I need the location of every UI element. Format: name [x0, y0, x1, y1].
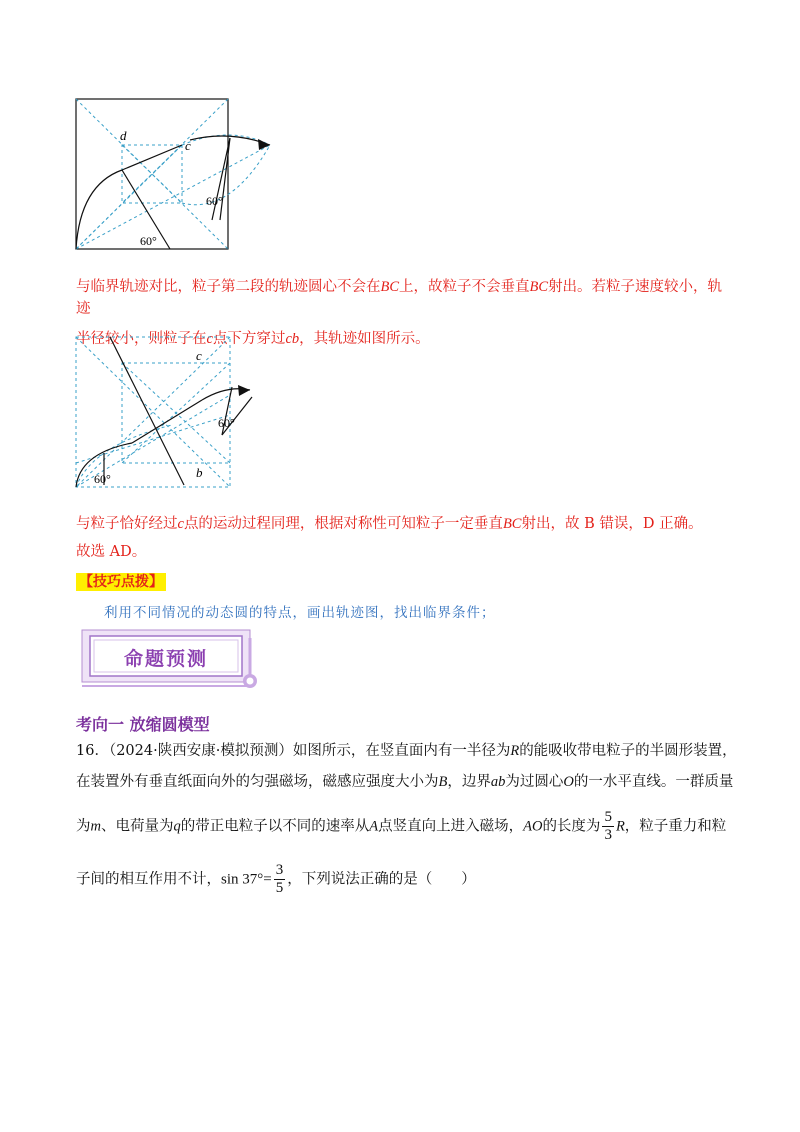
explanation-paragraph-1: 与临界轨迹对比，粒子第二段的轨迹圆心不会在BC上，故粒子不会垂直BC射出。若粒子速度较小，轨迹 半径较小，则粒子在c点下方穿过cb，其轨迹如图所示。 [76, 279, 723, 347]
angle-label-bottom: 60° [94, 472, 111, 486]
angle-label-right: 60° [218, 416, 235, 430]
explanation-paragraph-2: 与粒子恰好经过c点的运动过程同理，根据对称性可知粒子一定垂直BC射出，故 B 错误，D 正确。 故选 AD。 [76, 516, 703, 560]
tip-block [76, 571, 166, 591]
problem-line-4: 子间的相互作用不计，sin 37°= $\frac{3}{5}$ ，下列说法正确的是（ ） [76, 862, 476, 896]
section-heading: 考向一 放缩圆模型 [76, 715, 210, 734]
banner-title: 命题预测 [123, 648, 208, 670]
angle-label-bottom: 60° [140, 234, 157, 248]
label-b: b [196, 465, 203, 480]
angle-label-top: 60° [206, 194, 223, 208]
problem-line-3: 为m、电荷量为q的带正电粒子以不同的速率从A点竖直向上进入磁场，AO的长度为 $\frac{5}{3}$ R，粒子重力和粒 [76, 809, 727, 843]
label-c: c [185, 138, 191, 153]
fraction-5-3: $\frac{5}{3}$ [604, 809, 612, 843]
problem-line-2: 在装置外有垂直纸面向外的匀强磁场，磁感应强度大小为B，边界ab为过圆心O的一水平直线。一群质量 [76, 774, 734, 790]
label-d: d [120, 128, 127, 143]
tip-text: 利用不同情况的动态圆的特点，画出轨迹图，找出临界条件； [104, 605, 496, 621]
figure-2-trajectory-diagram [72, 335, 262, 493]
fraction-3-5: $\frac{3}{5}$ [275, 862, 284, 896]
tip-tag: 【技巧点拨】 [76, 573, 166, 591]
label-c: c [196, 348, 202, 363]
figure-1-trajectory-diagram [70, 95, 280, 255]
problem-16 [76, 740, 756, 897]
section-banner [80, 628, 265, 688]
problem-line-1: 16．（2024·陕西安康·模拟预测）如图所示，在竖直面内有一半径为R的能吸收带电粒子的半圆形装置， [76, 743, 737, 759]
